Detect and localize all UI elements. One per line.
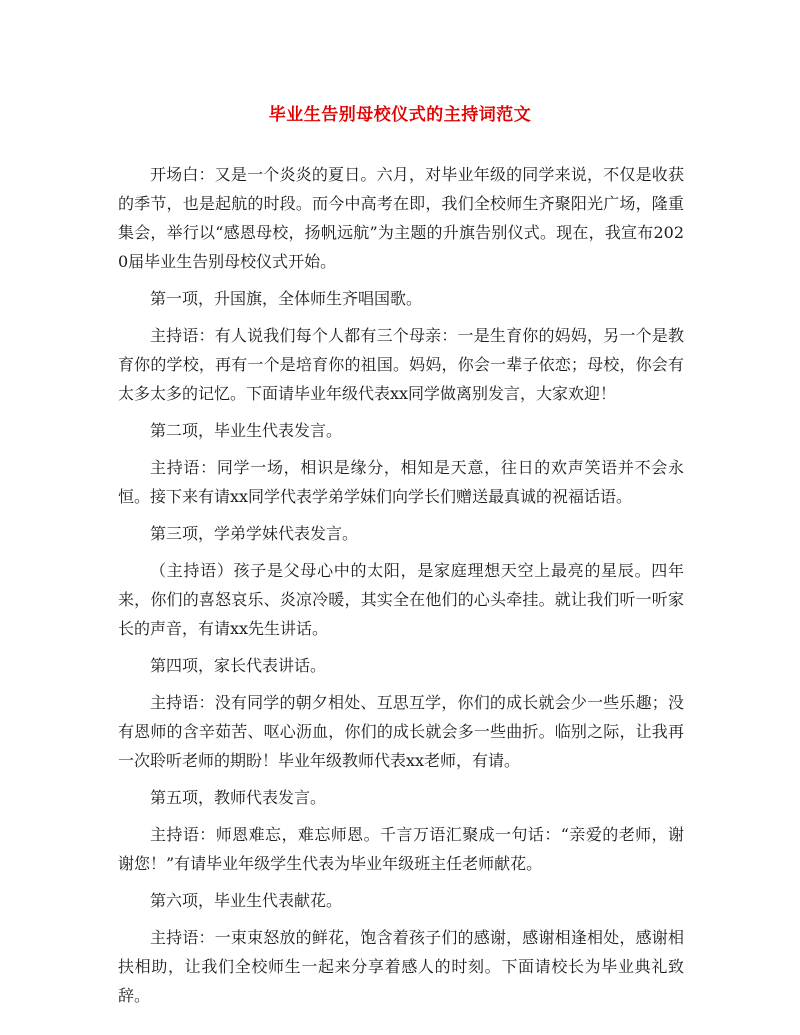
paragraph-opening: 开场白：又是一个炎炎的夏日。六月，对毕业年级的同学来说，不仅是收获的季节，也是起航的时段。而今中高考在即，我们全校师生齐聚阳光广场，隆重集会，举行以“感恩母校，扬帆远航”为主题的升旗告别仪式。现在，我宣布2020届毕业生告别母校仪式开始。 — [118, 165, 684, 271]
paragraph-host-2: 主持语：同学一场，相识是缘分，相知是天意，往日的欢声笑语并不会永恒。接下来有请xx同学代表学弟学妹们向学长们赠送最真诚的祝福话语。 — [118, 458, 684, 506]
paragraph-host-5: 主持语：师恩难忘，难忘师恩。千言万语汇聚成一句话：“亲爱的老师，谢谢您！”有请毕业年级学生代表为毕业年级班主任老师献花。 — [118, 825, 684, 873]
paragraph-item-1: 第一项，升国旗，全体师生齐唱国歌。 — [150, 289, 423, 308]
paragraph-item-5: 第五项，教师代表发言。 — [150, 788, 327, 807]
document-title: 毕业生告别母校仪式的主持词范文 — [268, 105, 532, 125]
paragraph-host-1: 主持语：有人说我们每个人都有三个母亲：一是生育你的妈妈，另一个是教育你的学校，再有一个是培育你的祖国。妈妈，你会一辈子依恋；母校，你会有太多太多的记忆。下面请毕业年级代表xx同学做离别发言，大家欢迎！ — [118, 326, 684, 403]
paragraph-host-6: 主持语：一束束怒放的鲜花，饱含着孩子们的感谢，感谢相逢相处，感谢相扶相助，让我们全校师生一起来分享着感人的时刻。下面请校长为毕业典礼致辞。 — [118, 928, 684, 1005]
document-body — [118, 160, 684, 1018]
paragraph-host-4: 主持语：没有同学的朝夕相处、互思互学，你们的成长就会少一些乐趣；没有恩师的含辛茹苦、呕心沥血，你们的成长就会多一些曲折。临别之际，让我再一次聆听老师的期盼！毕业年级教师代表xx老师，有请。 — [118, 693, 684, 770]
paragraph-item-2: 第二项，毕业生代表发言。 — [150, 421, 343, 440]
paragraph-item-6: 第六项，毕业生代表献花。 — [150, 891, 343, 910]
paragraph-item-3: 第三项，学弟学妹代表发言。 — [150, 524, 359, 543]
paragraph-host-3: （主持语）孩子是父母心中的太阳，是家庭理想天空上最亮的星辰。四年来，你们的喜怒哀乐、炎凉冷暖，其实全在他们的心头牵挂。就让我们听一听家长的声音，有请xx先生讲话。 — [118, 561, 684, 638]
paragraph-item-4: 第四项，家长代表讲话。 — [150, 656, 327, 675]
